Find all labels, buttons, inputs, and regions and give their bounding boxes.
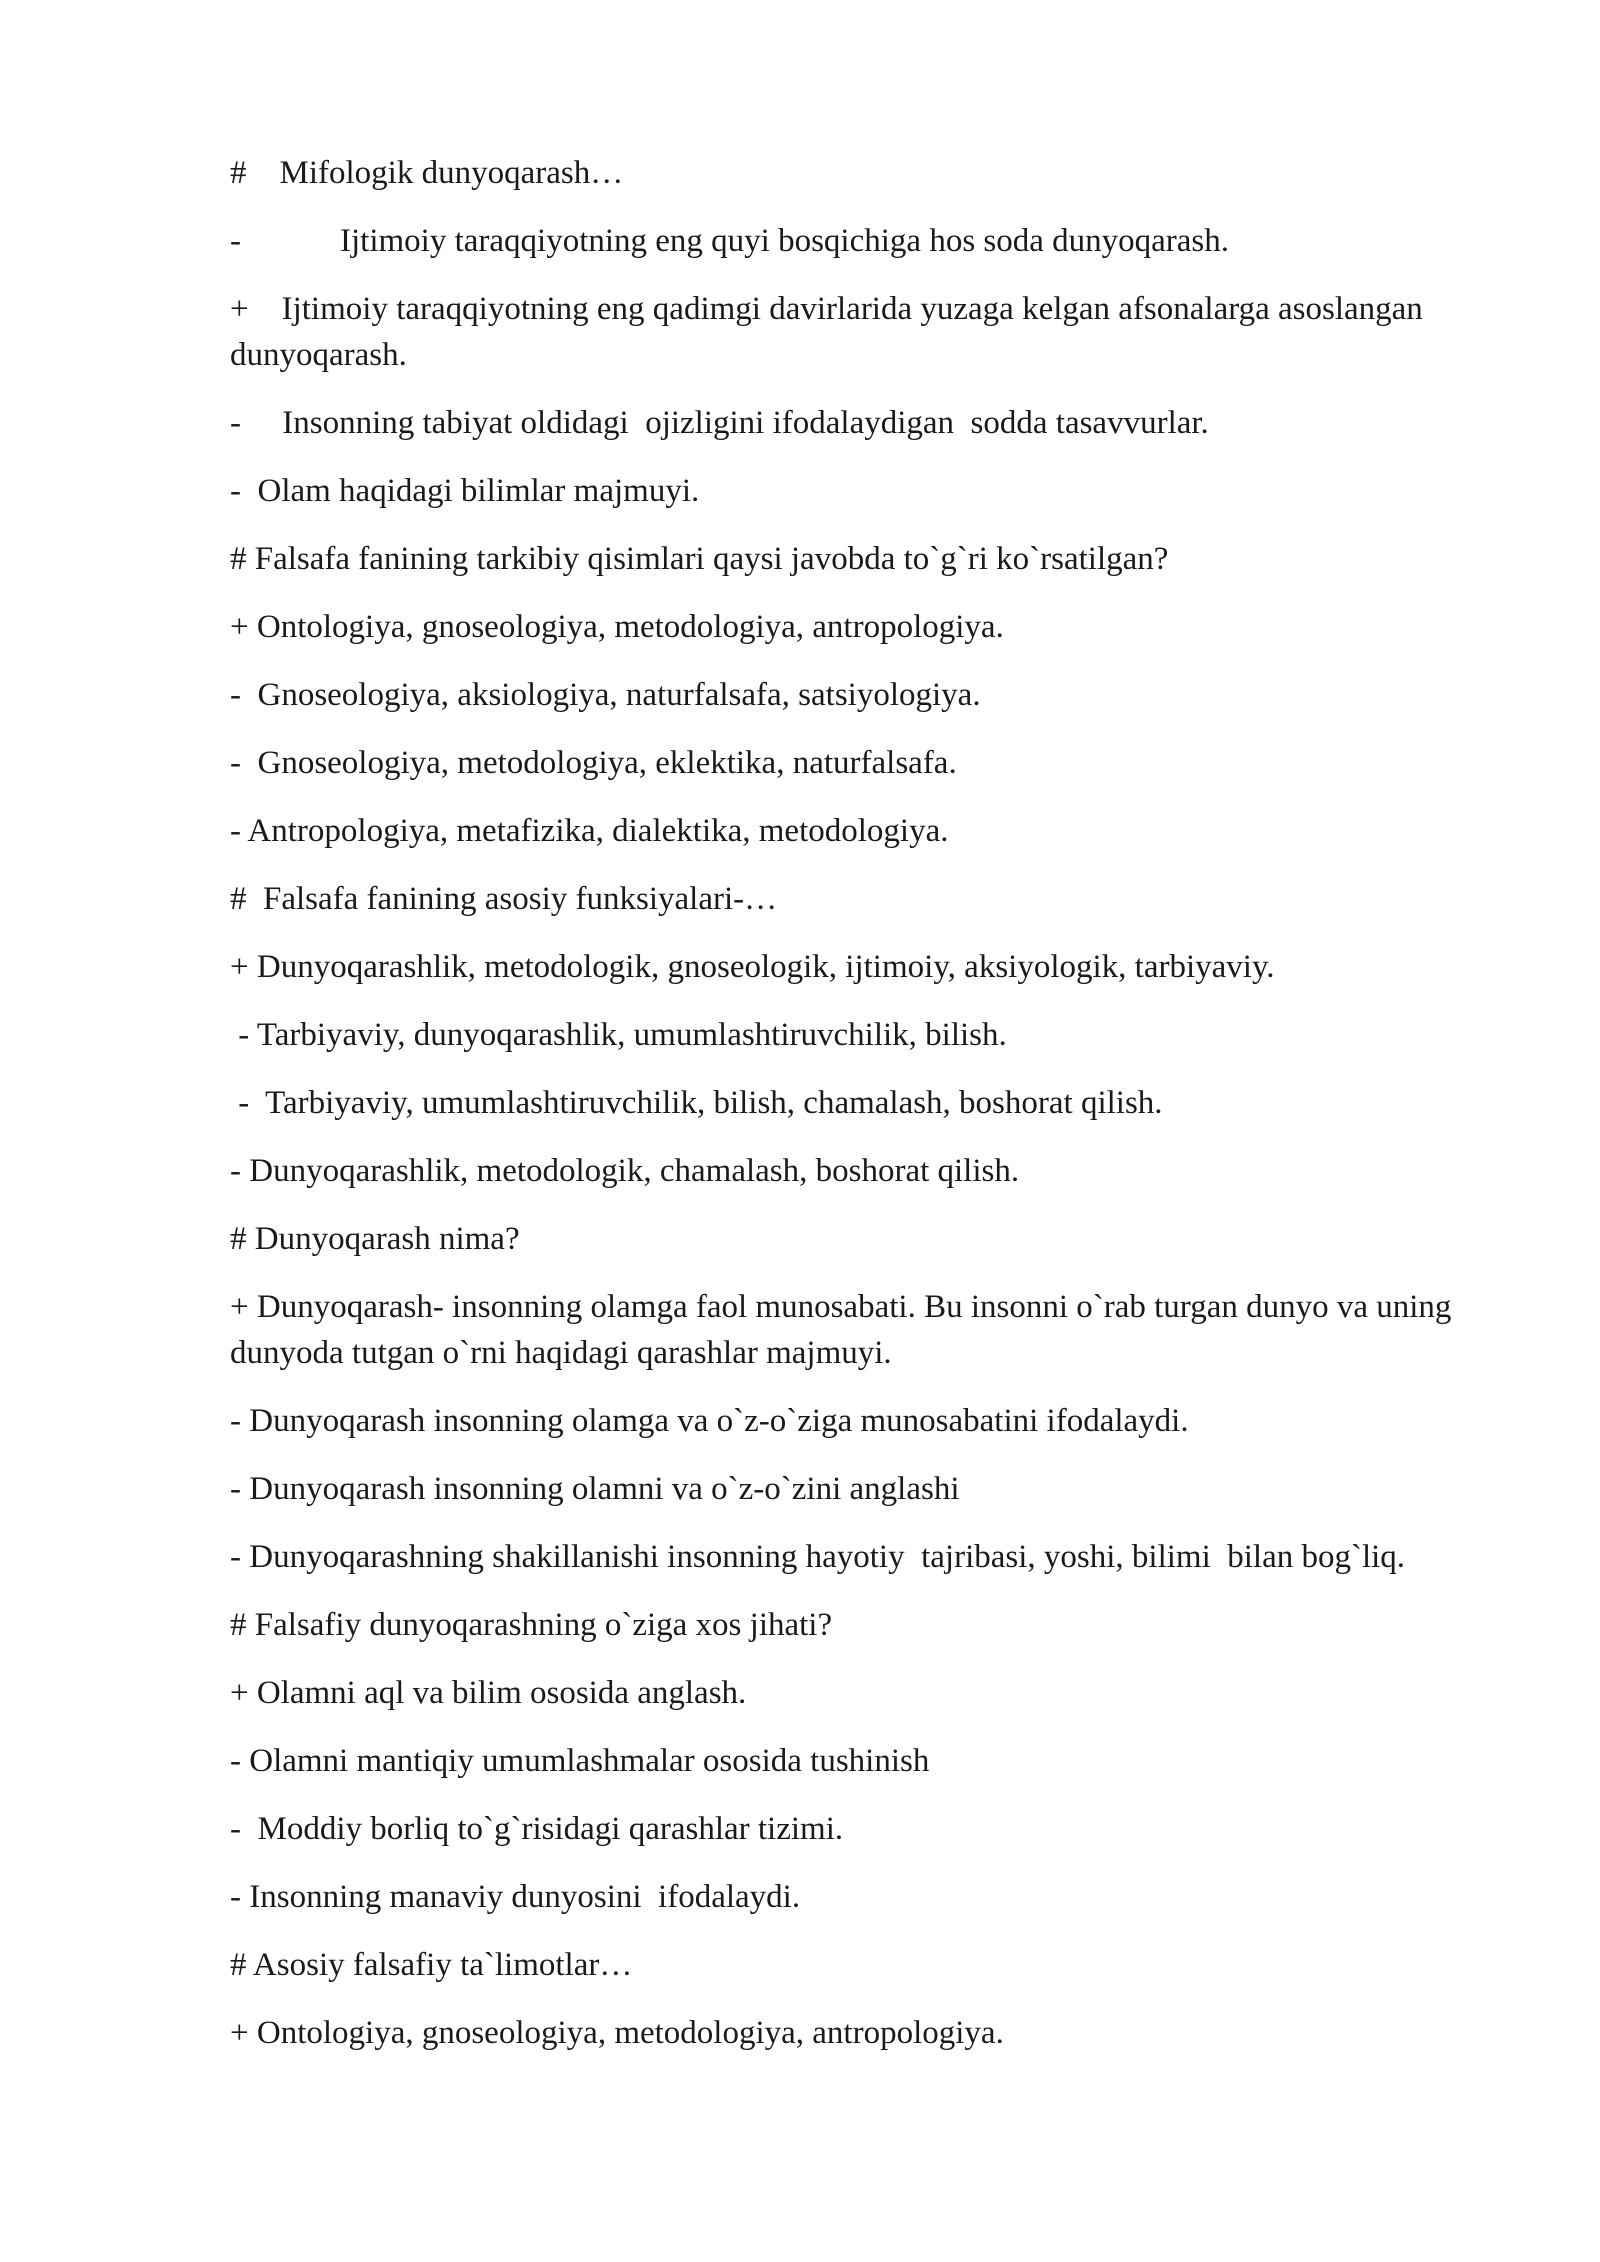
answer-option: - Olamni mantiqiy umumlashmalar ososida tushinish xyxy=(230,1743,930,1779)
answer-option-correct: + Ontologiya, gnoseologiya, metodologiya, antropologiya. xyxy=(230,2015,1004,2051)
question-heading: # Falsafa fanining tarkibiy qisimlari qaysi javobda to`g`ri ko`rsatilgan? xyxy=(230,541,1169,577)
answer-option: - Ijtimoiy taraqqiyotning eng quyi bosqichiga hos soda dunyoqarash. xyxy=(230,223,1230,259)
document-body xyxy=(230,150,1500,2078)
answer-option: - Dunyoqarashlik, metodologik, chamalash, boshorat qilish. xyxy=(230,1153,1020,1189)
answer-option: - Moddiy borliq to`g`risidagi qarashlar tizimi. xyxy=(230,1811,844,1847)
answer-option: - Tarbiyaviy, dunyoqarashlik, umumlashtiruvchilik, bilish. xyxy=(230,1017,1007,1053)
answer-option-correct: + Ontologiya, gnoseologiya, metodologiya, antropologiya. xyxy=(230,609,1004,645)
question-heading: # Dunyoqarash nima? xyxy=(230,1221,520,1257)
answer-option-correct: + Olamni aql va bilim ososida anglash. xyxy=(230,1675,747,1711)
answer-option: - Insonning manaviy dunyosini ifodalaydi. xyxy=(230,1879,801,1915)
answer-option-correct: + Dunyoqarash- insonning olamga faol munosabati. Bu insonni o`rab turgan dunyo va uning dunyoda tutgan o`rni haqidagi qarashlar majmuyi. xyxy=(230,1289,1460,1371)
answer-option: - Olam haqidagi bilimlar majmuyi. xyxy=(230,473,700,509)
answer-option: - Tarbiyaviy, umumlashtiruvchilik, bilish, chamalash, boshorat qilish. xyxy=(230,1085,1163,1121)
question-heading: # Asosiy falsafiy ta`limotlar… xyxy=(230,1947,633,1983)
answer-option: - Dunyoqarash insonning olamga va o`z-o`ziga munosabatini ifodalaydi. xyxy=(230,1403,1189,1439)
answer-option-correct: + Ijtimoiy taraqqiyotning eng qadimgi davirlarida yuzaga kelgan afsonalarga asoslangan dunyoqarash. xyxy=(230,291,1432,373)
answer-option: - Insonning tabiyat oldidagi ojizligini ifodalaydigan sodda tasavvurlar. xyxy=(230,405,1209,441)
answer-option-correct: + Dunyoqarashlik, metodologik, gnoseologik, ijtimoiy, aksiyologik, tarbiyaviy. xyxy=(230,949,1275,985)
question-heading: # Falsafa fanining asosiy funksiyalari-… xyxy=(230,881,778,917)
answer-option: - Dunyoqarash insonning olamni va o`z-o`zini anglashi xyxy=(230,1471,960,1507)
answer-option: - Dunyoqarashning shakillanishi insonning hayotiy tajribasi, yoshi, bilimi bilan bog`liq. xyxy=(230,1539,1406,1575)
question-heading: # Mifologik dunyoqarash… xyxy=(230,155,624,191)
answer-option: - Gnoseologiya, aksiologiya, naturfalsafa, satsiyologiya. xyxy=(230,677,981,713)
question-heading: # Falsafiy dunyoqarashning o`ziga xos jihati? xyxy=(230,1607,833,1643)
answer-option: - Antropologiya, metafizika, dialektika, metodologiya. xyxy=(230,813,949,849)
answer-option: - Gnoseologiya, metodologiya, eklektika, naturfalsafa. xyxy=(230,745,957,781)
